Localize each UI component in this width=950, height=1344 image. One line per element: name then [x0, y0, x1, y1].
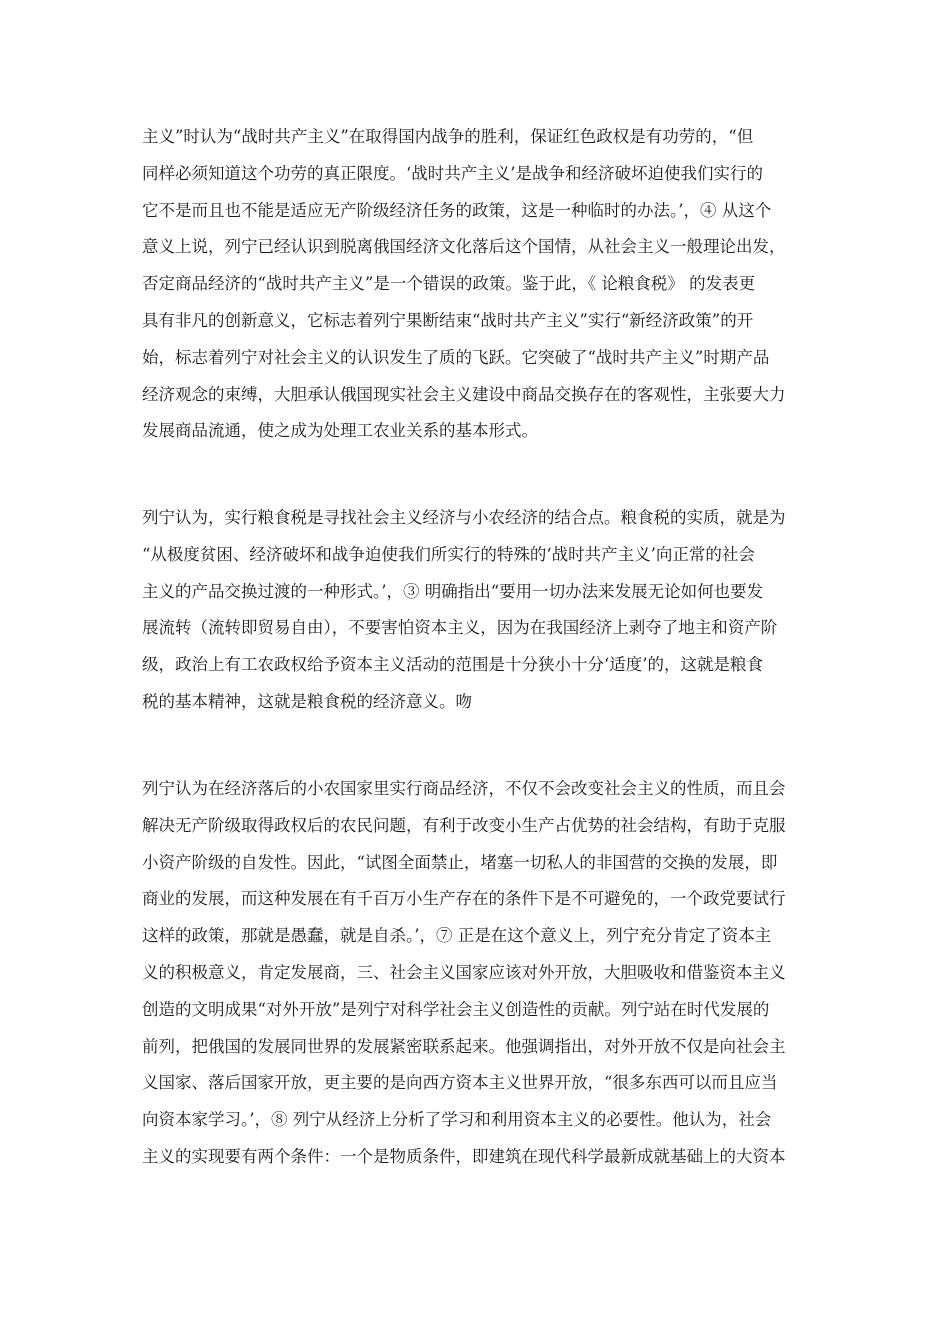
text-line: 解决无产阶级取得政权后的农民问题，有利于改变小生产占优势的社会结构，有助于克服 [142, 815, 786, 835]
text-line: 同样必须知道这个功劳的真正限度。‘战时共产主义’是战争和经济破坏迫使我们实行的 [142, 163, 763, 183]
text-line: 义的积极意义，肯定发展商，三、社会主义国家应该对外开放，大胆吸收和借鉴资本主义 [142, 962, 786, 982]
text-line: 主义的实现要有两个条件：一个是物质条件，即建筑在现代科学最新成就基础上的大资本 [142, 1146, 786, 1166]
text-line: 主义”时认为“战时共产主义”在取得国内战争的胜利，保证红色政权是有功劳的，“但 [142, 127, 754, 146]
text-line: 经济观念的束缚，大胆承认俄国现实社会主义建设中商品交换存在的客观性，主张要大力 [142, 384, 786, 404]
text-line: 列宁认为在经济落后的小农国家里实行商品经济，不仅不会改变社会主义的性质，而且会 [142, 779, 786, 798]
paragraph-3 [142, 771, 814, 1176]
text-line: 这样的政策，那就是愚蠢，就是自杀。’，⑦ 正是在这个意义上，列宁充分肯定了资本主 [142, 926, 772, 946]
text-line: 商业的发展，而这种发展在有千百万小生产存在的条件下是不可避免的，一个政党要试行 [142, 889, 786, 909]
text-line: 向资本家学习。’，⑧ 列宁从经济上分析了学习和利用资本主义的必要性。他认为，社会 [142, 1110, 772, 1130]
paragraph-1 [142, 119, 814, 450]
text-line: 义国家、落后国家开放，更主要的是向西方资本主义世界开放，“很多东西可以而且应当 [142, 1073, 778, 1093]
text-line: 否定商品经济的“战时共产主义”是一个错误的政策。鉴于此，《 论粮食税》 的发表更 [142, 274, 756, 294]
text-line: 主义的产品交换过渡的一种形式。’，③ 明确指出“要用一切办法来发展无论如何也要发 [142, 581, 764, 601]
text-line: 创造的文明成果“对外开放”是列宁对科学社会主义创造性的贡献。列宁站在时代发展的 [142, 999, 770, 1019]
text-line: 始，标志着列宁对社会主义的认识发生了质的飞跃。它突破了“战时共产主义”时期产品 [142, 347, 770, 367]
text-line: 展流转（流转即贸易自由），不要害怕资本主义，因为在我国经济上剥夺了地主和资产阶 [142, 618, 778, 638]
text-line: 税的基本精神，这就是粮食税的经济意义。吻 [142, 691, 472, 711]
text-line: 小资产阶级的自发性。因此，“试图全面禁止，堵塞一切私人的非国营的交换的发展，即 [142, 852, 778, 872]
text-line: 它不是而且也不能是适应无产阶级经济任务的政策，这是一种临时的办法。’，④ 从这个 [142, 200, 772, 220]
paragraph-2 [142, 500, 814, 721]
text-line: “从极度贫困、经济破坏和战争迫使我们所实行的特殊的‘战时共产主义’向正常的社会 [142, 544, 755, 564]
text-line: 列宁认为，实行粮食税是寻找社会主义经济与小农经济的结合点。粮食税的实质，就是为 [142, 508, 786, 527]
text-line: 发展商品流通，使之成为处理工农业关系的基本形式。 [142, 421, 538, 441]
text-line: 级，政治上有工农政权给予资本主义活动的范围是十分狭小十分‘适度’的，这就是粮食 [142, 655, 763, 675]
text-line: 前列，把俄国的发展同世界的发展紧密联系起来。他强调指出，对外开放不仅是向社会主 [142, 1036, 786, 1056]
text-line: 具有非凡的创新意义，它标志着列宁果断结束“战时共产主义”实行“新经济政策”的开 [142, 310, 754, 330]
text-line: 意义上说，列宁已经认识到脱离俄国经济文化落后这个国情，从社会主义一般理论出发， [142, 237, 786, 257]
